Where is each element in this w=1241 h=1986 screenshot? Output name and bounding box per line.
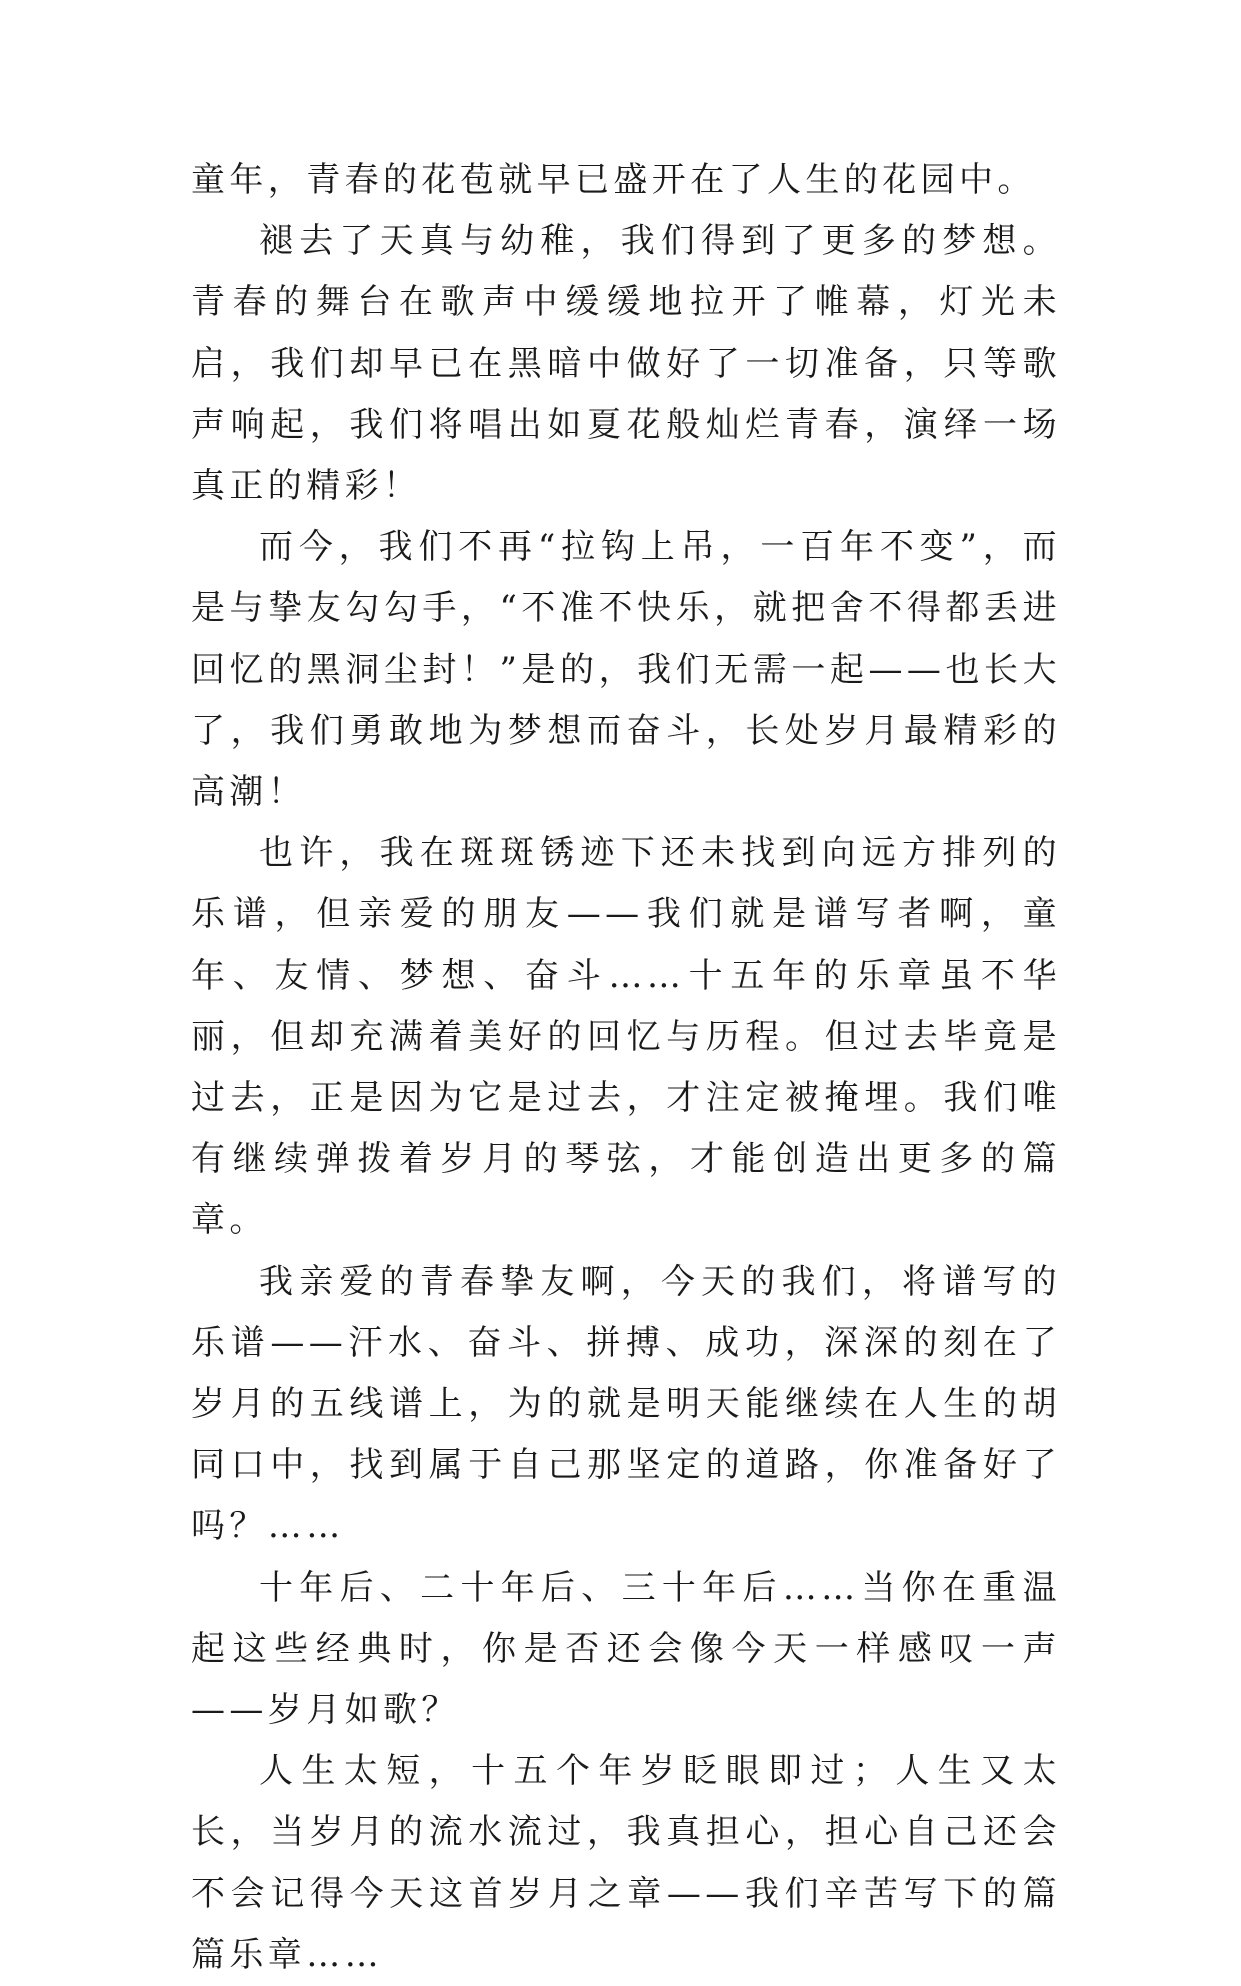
paragraph-2: 褪去了天真与幼稚，我们得到了更多的梦想。青春的舞台在歌声中缓缓地拉开了帷幕，灯光未启，我们却早已在黑暗中做好了一切准备，只等歌声响起，我们将唱出如夏花般灿烂青春，演绎一场真正的精彩！ bbox=[191, 221, 1061, 507]
paragraph-6: 十年后、二十年后、三十年后……当你在重温起这些经典时，你是否还会像今天一样感叹一声——岁月如歌？ bbox=[191, 1567, 1061, 1731]
paragraph-1: 童年，青春的花苞就早已盛开在了人生的花园中。 bbox=[191, 160, 1036, 200]
paragraph-4: 也许，我在斑斑锈迹下还未找到向远方排列的乐谱，但亲爱的朋友——我们就是谱写者啊，童年、友情、梦想、奋斗……十五年的乐章虽不华丽，但却充满着美好的回忆与历程。但过去毕竟是过去，正是因为它是过去，才注定被掩埋。我们唯有继续弹拨着岁月的琴弦，才能创造出更多的篇章。 bbox=[191, 833, 1061, 1241]
paragraph-5: 我亲爱的青春挚友啊，今天的我们，将谱写的乐谱——汗水、奋斗、拼搏、成功，深深的刻在了岁月的五线谱上，为的就是明天能继续在人生的胡同口中，找到属于自己那坚定的道路，你准备好了吗？…… bbox=[191, 1261, 1061, 1547]
document-body bbox=[191, 150, 1061, 1986]
paragraph-7: 人生太短，十五个年岁眨眼即过；人生又太长，当岁月的流水流过，我真担心，担心自己还会不会记得今天这首岁月之章——我们辛苦写下的篇篇乐章…… bbox=[191, 1751, 1061, 1975]
paragraph-3: 而今，我们不再“拉钩上吊，一百年不变”，而是与挚友勾勾手，“不准不快乐，就把舍不得都丢进回忆的黑洞尘封！”是的，我们无需一起——也长大了，我们勇敢地为梦想而奋斗，长处岁月最精彩的高潮！ bbox=[191, 527, 1061, 813]
